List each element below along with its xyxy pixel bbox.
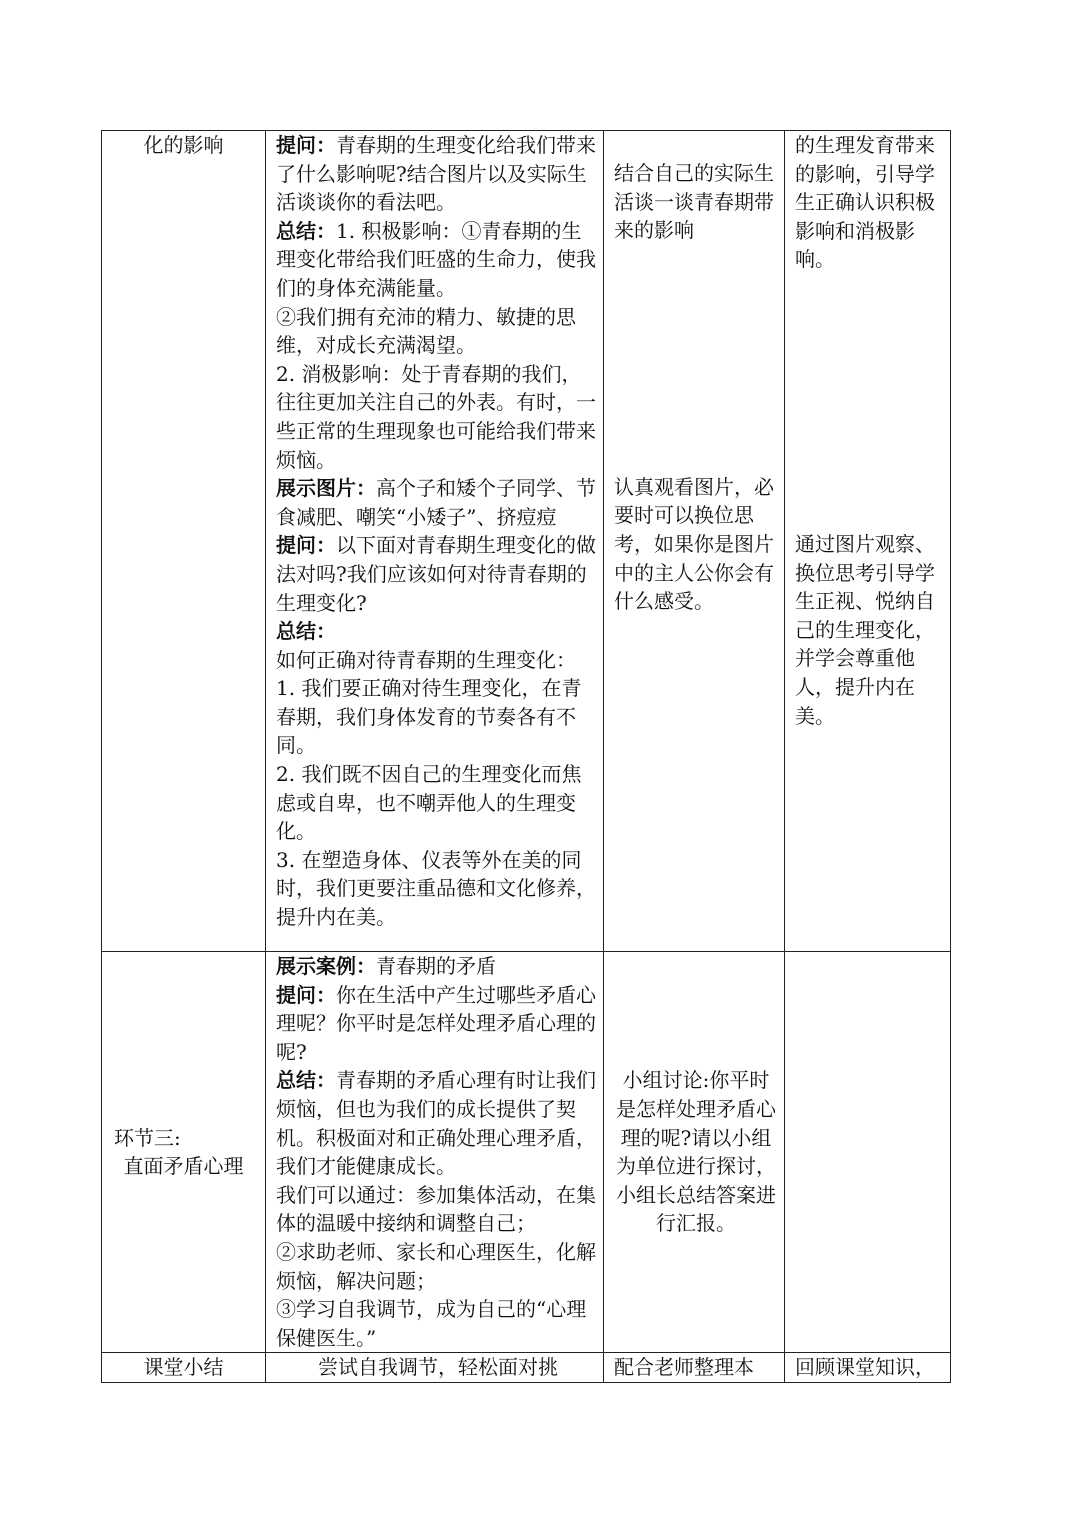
paragraph: 回顾课堂知识， bbox=[795, 1355, 935, 1380]
stage-cell bbox=[102, 1353, 266, 1383]
paragraph: 我们可以通过：参加集体活动，在集体的温暖中接纳和调整自己； bbox=[276, 1182, 596, 1236]
stage-cell bbox=[102, 952, 266, 1353]
spacer bbox=[614, 131, 778, 159]
stage-label: 课堂小结 bbox=[143, 1355, 224, 1380]
spacer bbox=[795, 274, 944, 530]
design-intent-cell bbox=[785, 131, 951, 952]
paragraph: 2. 消极影响：处于青春期的我们，往往更加关注自己的外表。有时，一些正常的生理现象也可能给我们带来烦恼。 bbox=[276, 361, 596, 472]
table-row bbox=[102, 1353, 951, 1383]
paragraph: 如何正确对待青春期的生理变化： bbox=[276, 647, 576, 672]
paragraph: 3. 在塑造身体、仪表等外在美的同时，我们更要注重品德和文化修养，提升内在美。 bbox=[276, 847, 596, 930]
paragraph: 2. 我们既不因自己的生理变化而焦虑或自卑，也不嘲弄他人的生理变化。 bbox=[276, 762, 582, 844]
paragraph: 总结：1. 积极影响：①青春期的生理变化带给我们旺盛的生命力，使我们的身体充满能量。 bbox=[276, 218, 596, 300]
paragraph: 通过图片观察、换位思考引导学生正视、悦纳自己的生理变化，并学会尊重他人，提升内在美。 bbox=[795, 531, 935, 728]
paragraph: 尝试自我调节，轻松面对挑 bbox=[318, 1355, 558, 1380]
stage-cell bbox=[102, 131, 266, 952]
paragraph: 提问：以下面对青春期生理变化的做法对吗?我们应该如何对待青春期的生理变化? bbox=[276, 533, 596, 615]
teacher-activity-cell bbox=[266, 131, 604, 952]
student-activity-cell bbox=[604, 1353, 785, 1383]
paragraph: ③学习自我调节，成为自己的“心理保健医生。” bbox=[276, 1297, 587, 1350]
teacher-activity-cell bbox=[266, 952, 604, 1353]
student-activity-cell bbox=[604, 131, 785, 952]
stage-label: 环节三: bbox=[114, 1125, 181, 1150]
paragraph: 结合自己的实际生活谈一谈青春期带来的影响 bbox=[614, 161, 774, 243]
paragraph: 总结： bbox=[276, 619, 336, 644]
student-activity-cell bbox=[604, 952, 785, 1353]
paragraph: 的生理发育带来的影响，引导学生正确认识积极影响和消极影响。 bbox=[795, 133, 935, 272]
paragraph: 展示图片：高个子和矮个子同学、节食减肥、嘲笑“小矮子”、挤痘痘 bbox=[276, 476, 596, 529]
paragraph: 提问：青春期的生理变化给我们带来了什么影响呢?结合图片以及实际生活谈谈你的看法吧。 bbox=[276, 133, 596, 215]
spacer bbox=[614, 245, 778, 473]
paragraph: 小组讨论:你平时是怎样处理矛盾心理的呢?请以小组为单位进行探讨，小组长总结答案进行汇报。 bbox=[616, 1068, 776, 1236]
paragraph: ②求助老师、家长和心理医生，化解烦恼，解决问题； bbox=[276, 1239, 596, 1293]
stage-label: 化的影响 bbox=[143, 133, 224, 157]
paragraph: 展示案例：青春期的矛盾 bbox=[276, 954, 496, 978]
lesson-plan-table bbox=[101, 130, 951, 1383]
paragraph: 1. 我们要正确对待生理变化，在青春期，我们身体发育的节奏各有不同。 bbox=[276, 676, 582, 758]
table-row bbox=[102, 131, 951, 952]
design-intent-cell bbox=[785, 1353, 951, 1383]
paragraph: 总结：青春期的矛盾心理有时让我们烦恼，但也为我们的成长提供了契机。积极面对和正确处理心理矛盾，我们才能健康成长。 bbox=[276, 1068, 596, 1179]
design-intent-cell bbox=[785, 952, 951, 1353]
stage-title: 直面矛盾心理 bbox=[123, 1154, 244, 1179]
paragraph: ②我们拥有充沛的精力、敏捷的思维，对成长充满渴望。 bbox=[276, 304, 576, 358]
paragraph: 认真观看图片，必要时可以换位思考，如果你是图片中的主人公你会有什么感受。 bbox=[614, 474, 774, 614]
paragraph: 提问：你在生活中产生过哪些矛盾心理呢？你平时是怎样处理矛盾心理的呢? bbox=[276, 982, 596, 1064]
paragraph: 配合老师整理本 bbox=[614, 1355, 754, 1380]
table-row bbox=[102, 952, 951, 1353]
teacher-activity-cell bbox=[266, 1353, 604, 1383]
